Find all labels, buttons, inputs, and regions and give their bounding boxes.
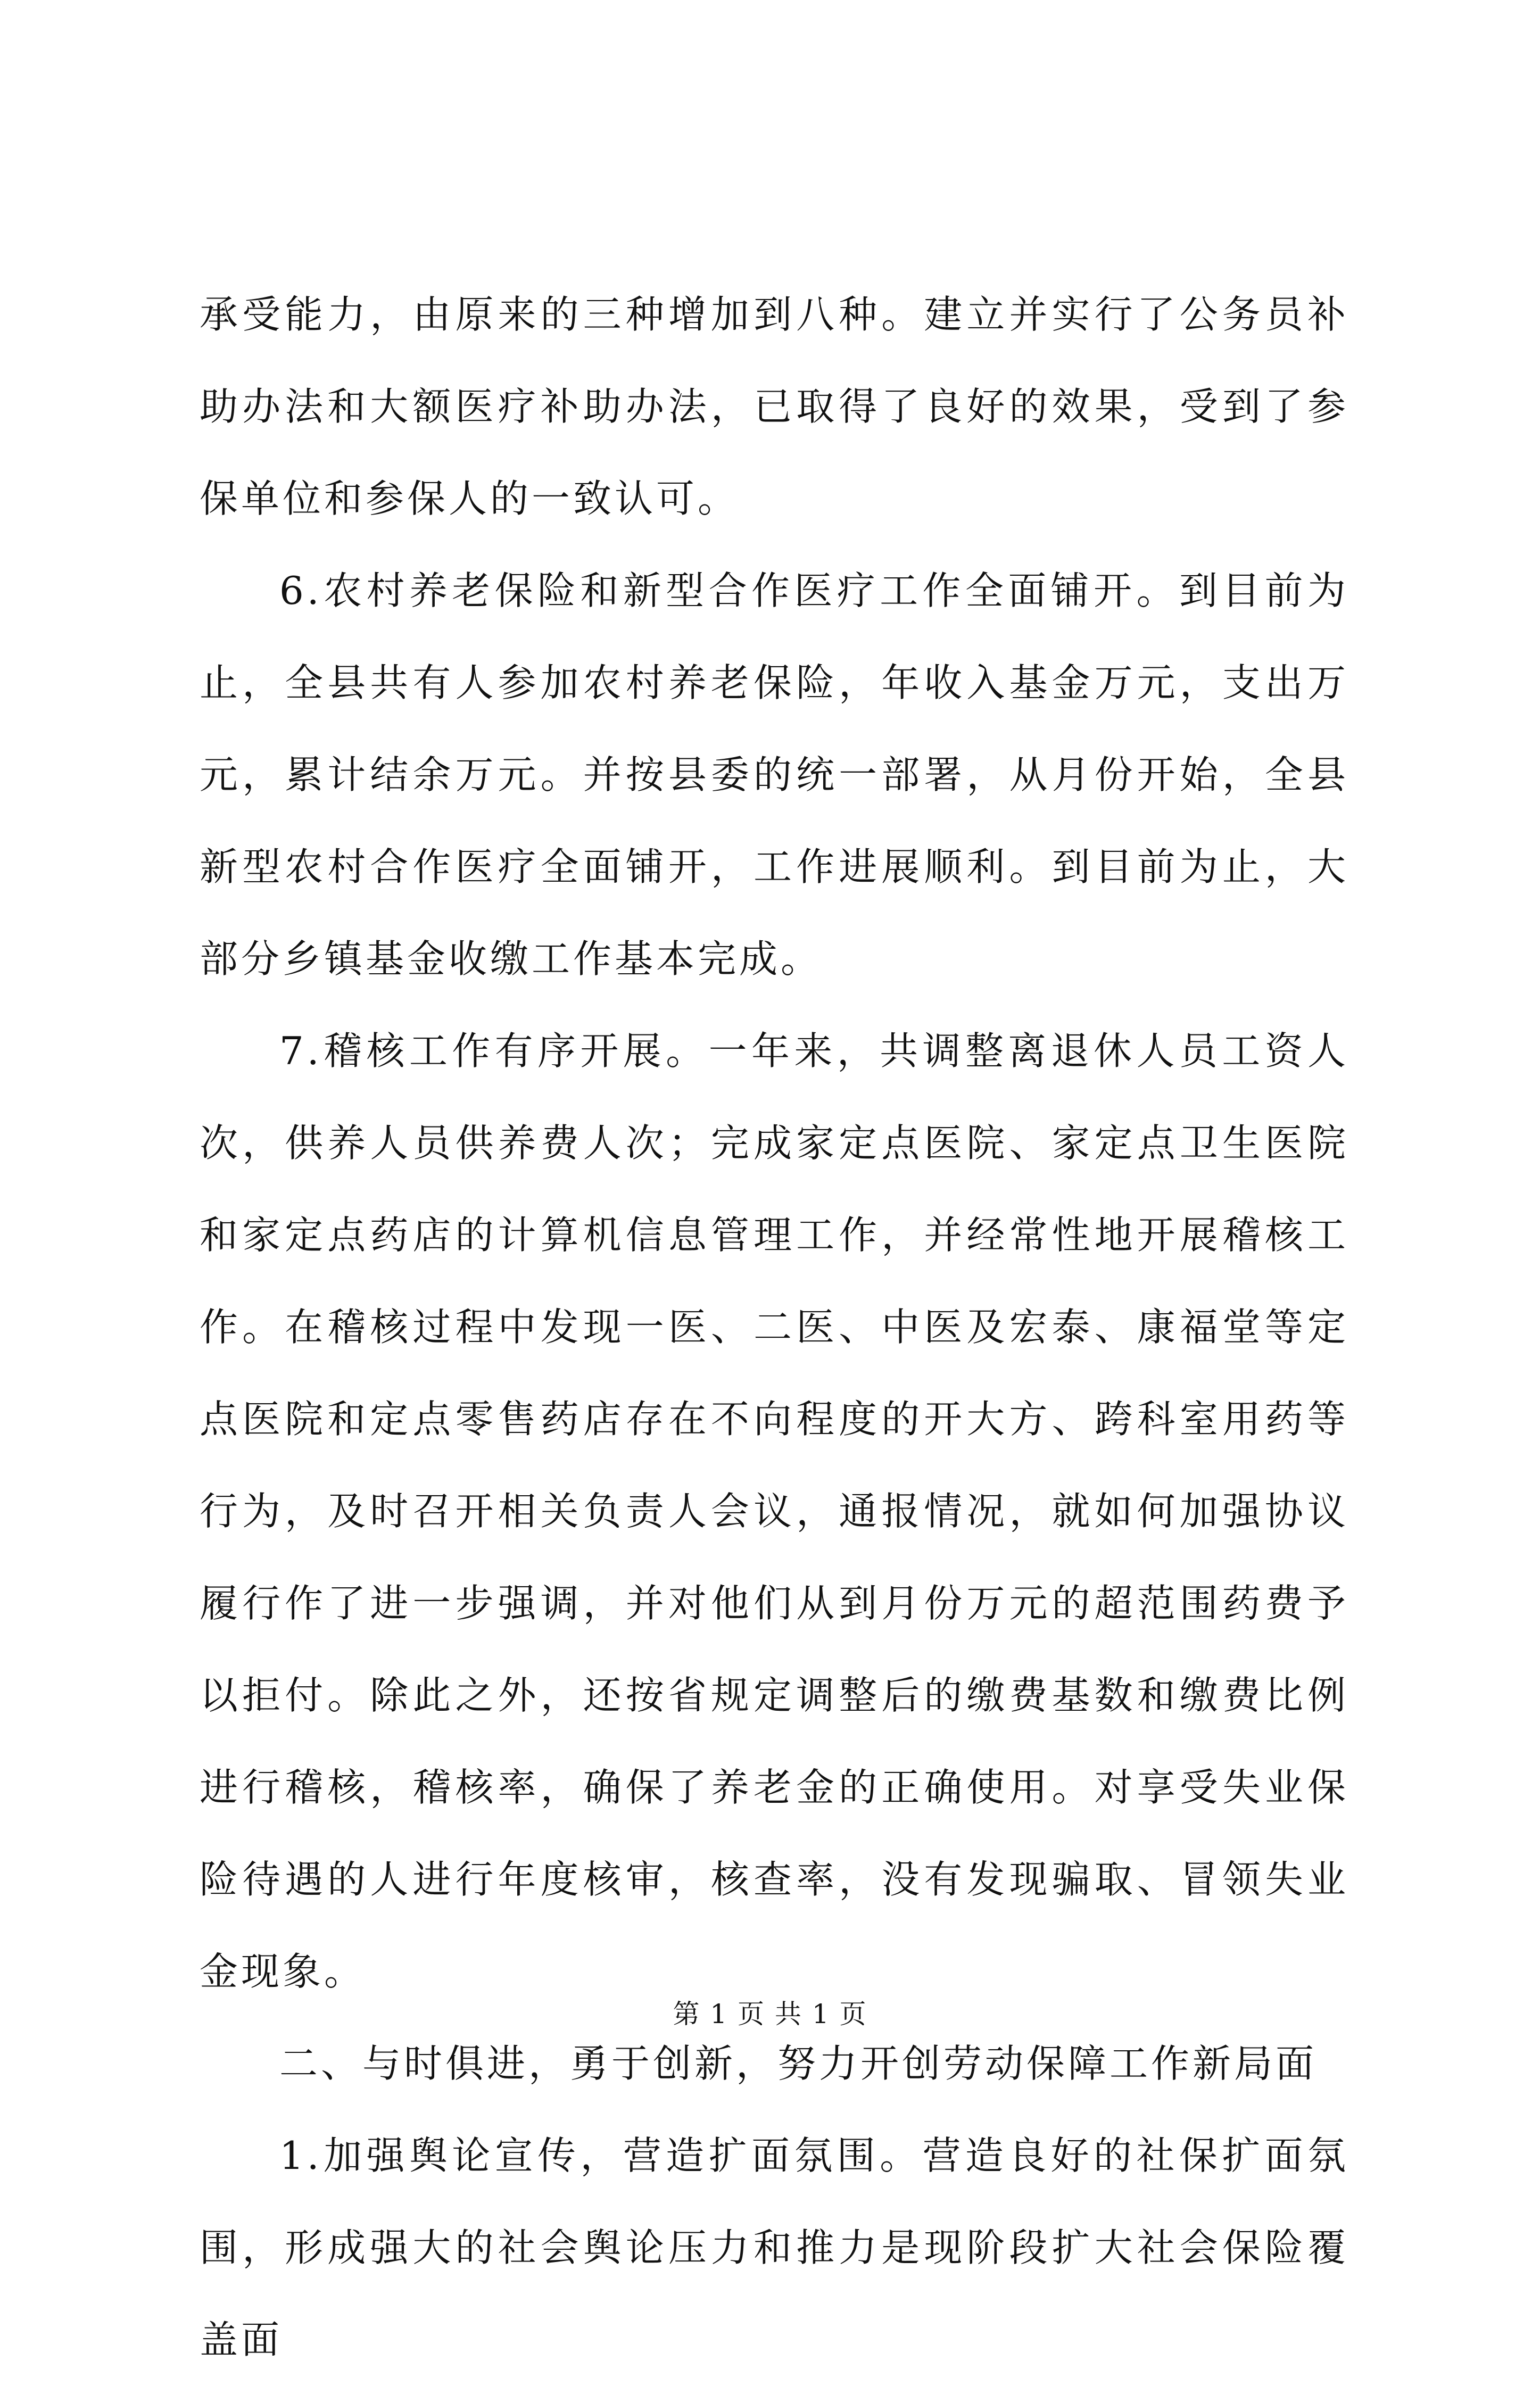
page-footer: 第 1 页 共 1 页 (673, 1999, 867, 2029)
paragraph-item-6: 6.农村养老保险和新型合作医疗工作全面铺开。到目前为止，全县共有人参加农村养老保险，年收入基金万元，支出万元，累计结余万元。并按县委的统一部署，从月份开始，全县新型农村合作医疗全面铺开，工作进展顺利。到目前为止，大部分乡镇基金收缴工作基本完成。 (200, 568, 1349, 981)
paragraph-item-7: 7.稽核工作有序开展。一年来，共调整离退休人员工资人次，供养人员供养费人次；完成家定点医院、家定点卫生医院和家定点药店的计算机信息管理工作，并经常性地开展稽核工作。在稽核过程中发现一医、二医、中医及宏泰、康福堂等定点医院和定点零售药店存在不向程度的开大方、跨科室用药等行为，及时召开相关负责人会议，通报情况，就如何加强协议履行作了进一步强调，并对他们从到月份万元的超范围药费予以拒付。除此之外，还按省规定调整后的缴费基数和缴费比例进行稽核，稽核率，确保了养老金的正确使用。对享受失业保险待遇的人进行年度核审，核查率，没有发现骗取、冒领失业金现象。 (200, 1029, 1349, 1994)
paragraph-continuation: 承受能力，由原来的三种增加到八种。建立并实行了公务员补助办法和大额医疗补助办法，已取得了良好的效果，受到了参保单位和参保人的一致认可。 (200, 292, 1349, 521)
section-heading-2: 二、与时俱进，勇于创新，努力开创劳动保障工作新局面 (279, 2041, 1318, 2086)
document-body (200, 269, 1349, 2386)
paragraph-item-1: 1.加强舆论宣传，营造扩面氛围。营造良好的社保扩面氛围，形成强大的社会舆论压力和推力是现阶段扩大社会保险覆盖面 (200, 2133, 1349, 2362)
